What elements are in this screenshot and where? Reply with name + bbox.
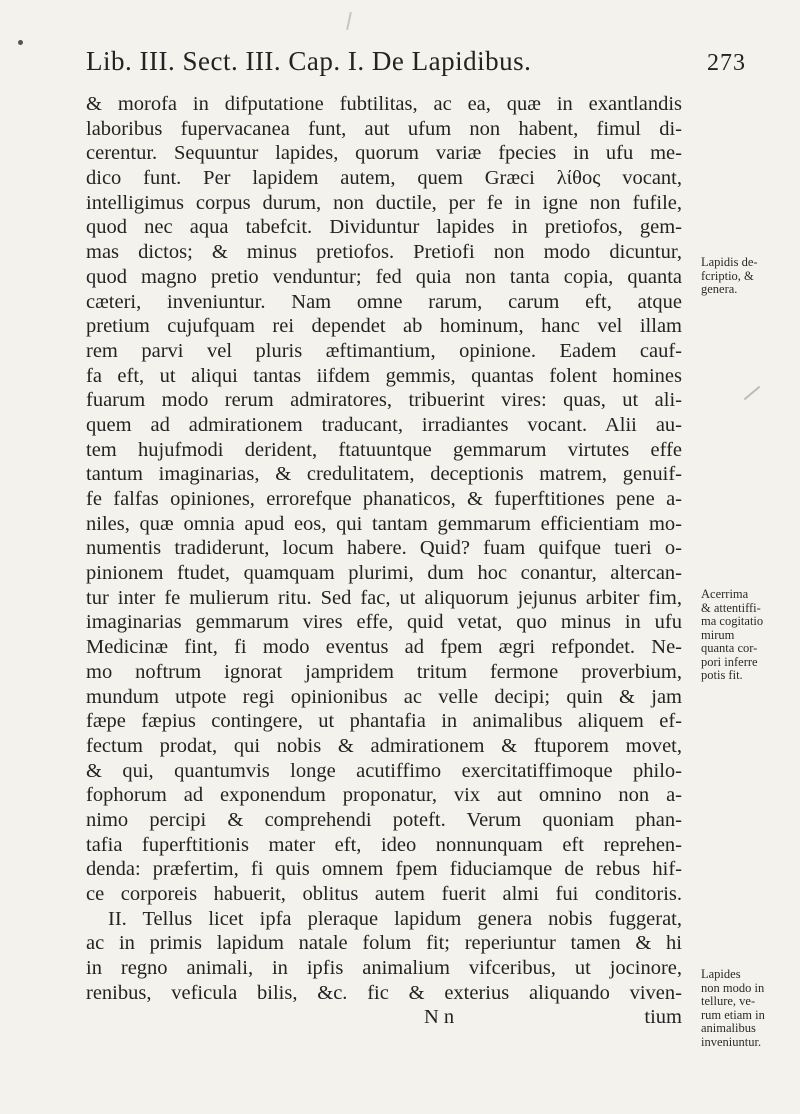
text-line: fectum prodat, qui nobis & admirationem & ftuporem movet, — [86, 734, 682, 757]
page-speck — [744, 386, 761, 400]
text-line: fæpe fæpius contingere, ut phantafia in animalibus aliquem ef- — [86, 710, 682, 733]
margin-note-line: Acerrima — [701, 587, 749, 601]
main-text — [86, 92, 682, 1030]
text-line: quem ad admirationem traducant, irradiantes vocant. Alii au- — [86, 413, 682, 436]
text-line: ac in primis lapidum natale folum fit; reperiuntur tamen & hi — [86, 932, 682, 955]
text-line: Medicinæ fint, fi modo eventus ad fpem ægri refpondet. Ne- — [86, 636, 682, 659]
text-line: imaginarias gemmarum vires effe, quid vetat, quo minus in ufu — [86, 611, 682, 634]
margin-note-line: & attentiffi- — [701, 600, 761, 615]
text-line: ce corporeis habuerit, oblitus autem fuerit almi fui conditoris. — [86, 883, 682, 905]
text-line: tantum imaginarias, & credulitatem, deceptionis matrem, genuif- — [86, 463, 682, 486]
catchword: tium — [644, 1006, 682, 1029]
page-speck — [18, 40, 23, 45]
margin-note-line: mirum — [701, 627, 735, 642]
margin-note-line: Lapidis de- — [701, 255, 758, 269]
text-line: fa eft, ut aliqui tantas iifdem gemmis, quantas folent homines — [86, 364, 682, 387]
margin-note-line: quanta cor- — [701, 641, 758, 655]
text-line: pinionem ftudet, quamquam plurimi, dum hoc conantur, altercan- — [86, 562, 682, 585]
text-line: numentis tradiderunt, locum habere. Quid? fuam quifque tueri o- — [86, 537, 682, 560]
text-line: mo noftrum ignorat jampridem tritum fermone proverbium, — [86, 660, 682, 683]
text-line: denda: præfertim, fi quis omnem fpem fiduciamque de rebus hif- — [86, 858, 682, 881]
text-line: mas dictos; & minus pretiofos. Pretiofi non modo dicuntur, — [86, 241, 682, 264]
text-line: intelligimus corpus durum, non ductile, per fe in igne non fufile, — [86, 191, 682, 214]
text-line: fophorum ad exponendum proponatur, vix aut omnino non a- — [86, 784, 682, 807]
running-header — [86, 46, 746, 77]
margin-note-line: potis fit. — [701, 668, 743, 682]
margin-note-description — [701, 256, 797, 297]
page-number: 273 — [707, 50, 746, 76]
margin-note-line: pori inferre — [701, 654, 758, 669]
text-line: pretium cujufquam rei dependet ab hominum, hanc vel illam — [86, 315, 682, 338]
text-line: tem hujufmodi derident, ftatuuntque gemmarum virtutes effe — [86, 438, 682, 461]
text-line: laboribus fupervacanea funt, aut ufum non habent, fimul di- — [86, 117, 682, 140]
text-line: fuarum modo rerum admiratores, tribuerint vires: quas, ut ali- — [86, 389, 682, 412]
running-title: Lib. III. Sect. III. Cap. I. De Lapidibus. — [86, 46, 532, 76]
margin-note-line: tellure, ve- — [701, 994, 756, 1008]
text-line: cerentur. Sequuntur lapides, quorum variæ fpecies in ufu me- — [86, 142, 682, 165]
margin-note-line: fcriptio, & — [701, 268, 754, 283]
text-line: in regno animali, in ipfis animalium vifceribus, ut jocinore, — [86, 957, 682, 980]
text-line: & qui, quantumvis longe acutiffimo exercitatiffimoque philo- — [86, 759, 682, 782]
text-line: fe falfas opiniones, errorefque phanaticos, & fuperftitiones pene a- — [86, 488, 682, 510]
margin-note-line: genera. — [701, 282, 738, 296]
text-line: niles, quæ omnia apud eos, qui tantam gemmarum efficientiam mo- — [86, 512, 682, 535]
text-line: nimo percipi & comprehendi poteft. Verum quoniam phan- — [86, 808, 682, 831]
margin-note-line: animalibus — [701, 1021, 756, 1035]
margin-note-line: ma cogitatio — [701, 614, 764, 628]
margin-note-line: rum etiam in — [701, 1007, 765, 1022]
margin-note-line: non modo in — [701, 980, 765, 995]
margin-note-animalia — [701, 968, 797, 1049]
text-line: renibus, veficula bilis, &c. fic & exterius aliquando viven- — [86, 981, 682, 1004]
margin-note-line: inveniuntur. — [701, 1034, 762, 1049]
text-line: rem parvi vel pluris æftimantium, opinione. Eadem cauf- — [86, 339, 682, 362]
page-speck — [346, 12, 352, 30]
text-line: & morofa in difputatione fubtilitas, ac ea, quæ in exantlandis — [86, 93, 682, 115]
margin-note-line: Lapides — [701, 967, 741, 981]
text-line: tur inter fe mulierum ritu. Sed fac, ut aliquorum jejunus arbiter fim, — [86, 586, 682, 609]
catchword-line — [86, 1005, 682, 1030]
text-line: cæteri, inveniuntur. Nam omne rarum, carum eft, atque — [86, 290, 682, 313]
text-line: mundum utpote regi opinionibus ac velle decipi; quin & jam — [86, 685, 682, 708]
margin-note-cogitatio — [701, 588, 797, 683]
text-line: quod nec aqua tabefcit. Dividuntur lapides in pretiofos, gem- — [86, 216, 682, 239]
text-line: tafia fuperftitionis mater eft, ideo nonnunquam eft reprehen- — [86, 833, 682, 856]
text-line: quod magno pretio venduntur; fed quia non tanta copia, quanta — [86, 265, 682, 288]
signature-mark: N n — [424, 1006, 455, 1029]
text-line: II. Tellus licet ipfa pleraque lapidum genera nobis fuggerat, — [108, 907, 682, 930]
text-line: dico funt. Per lapidem autem, quem Græci λίθος vocant, — [86, 167, 682, 190]
